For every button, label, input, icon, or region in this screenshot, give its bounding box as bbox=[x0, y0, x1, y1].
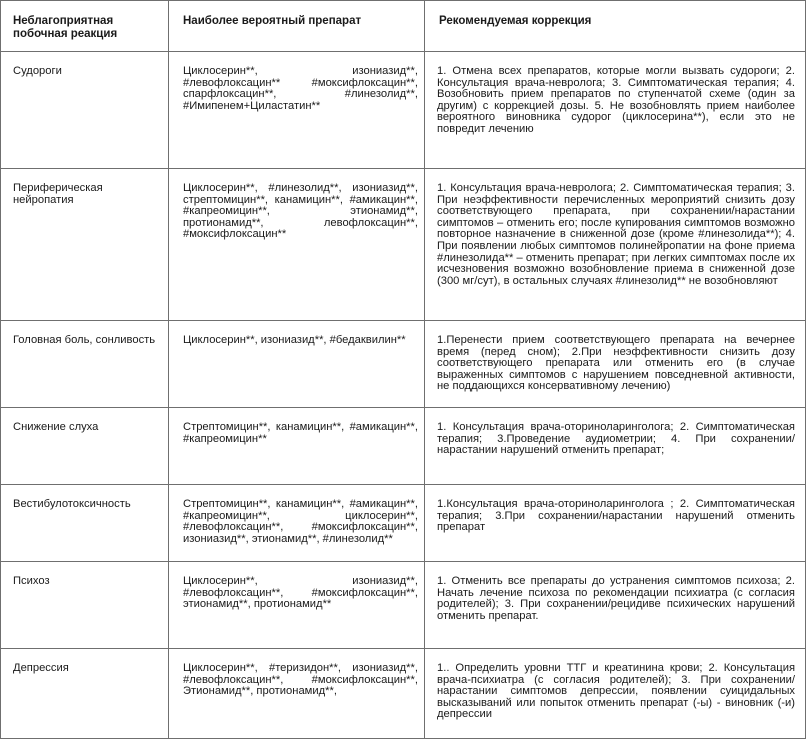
table-row bbox=[1, 562, 806, 649]
correction-cell: 1.Перенести прием соответствующего препарата на вечернее время (перед сном); 2.При неэффективности снизить дозу соответствующего препарата или отменить его (в случае выраженных симптомов с нарушением повседневной активности, не поддающихся консервативному лечению) bbox=[425, 321, 806, 408]
header-drug: Наиболее вероятный препарат bbox=[169, 1, 425, 52]
table-row bbox=[1, 485, 806, 562]
table-row bbox=[1, 408, 806, 485]
header-correction: Рекомендуемая коррекция bbox=[425, 1, 806, 52]
reaction-cell: Депрессия bbox=[1, 649, 169, 739]
table-header-row bbox=[1, 1, 806, 52]
reaction-cell: Снижение слуха bbox=[1, 408, 169, 485]
drug-cell: Стрептомицин**, канамицин**, #амикацин**, #капреомицин**, циклосерин**, #левофлоксацин**, #моксифлоксацин**, изониазид**, этионамид**, #линезолид** bbox=[169, 485, 425, 562]
correction-cell: 1. Отмена всех препаратов, которые могли вызвать судороги; 2. Консультация врача-невролога; 3. Симптоматическая терапия; 4. Возобновить прием препаратов по ступенчатой схеме (один за другим) с коррекцией дозы. 5. Не возобновлять прием наиболее вероятного виновника судорог (циклосерина**), если это не повредит лечению bbox=[425, 52, 806, 169]
drug-cell: Циклосерин**, изониазид**, #левофлоксацин**, #моксифлоксацин**, этионамид**, протионамид** bbox=[169, 562, 425, 649]
table-row bbox=[1, 169, 806, 321]
table-row bbox=[1, 649, 806, 739]
correction-cell: 1. Консультация врача-оториноларинголога; 2. Симптоматическая терапия; 3.Проведение аудиометрии; 4. При сохранении/нарастании нарушений отменить препарат; bbox=[425, 408, 806, 485]
reaction-cell: Головная боль, сонливость bbox=[1, 321, 169, 408]
correction-cell: 1. Отменить все препараты до устранения симптомов психоза; 2. Начать лечение психоза по рекомендации психиатра (с согласия родителей); 3. При сохранении/рецидиве психических нарушений отменить препарат. bbox=[425, 562, 806, 649]
drug-cell: Циклосерин**, изониазид**, #левофлоксацин** #моксифлоксацин**, спарфлоксацин**, #линезолид**, #Имипенем+Циластатин** bbox=[169, 52, 425, 169]
reaction-cell: Судороги bbox=[1, 52, 169, 169]
correction-cell: 1.Консультация врача-оториноларинголога ; 2. Симптоматическая терапия; 3.При сохранении/нарастании нарушений отменить препарат bbox=[425, 485, 806, 562]
reaction-cell: Вестибулотоксичность bbox=[1, 485, 169, 562]
header-reaction: Неблагоприятная побочная реакция bbox=[1, 1, 169, 52]
drug-cell: Стрептомицин**, канамицин**, #амикацин**, #капреомицин** bbox=[169, 408, 425, 485]
drug-cell: Циклосерин**, #линезолид**, изониазид**, стрептомицин**, канамицин**, #амикацин**, #капреомицин**, этионамид**, протионамид**, левофлоксацин**, #моксифлоксацин** bbox=[169, 169, 425, 321]
drug-cell: Циклосерин**, изониазид**, #бедаквилин** bbox=[169, 321, 425, 408]
table-row bbox=[1, 321, 806, 408]
correction-cell: 1. Консультация врача-невролога; 2. Симптоматическая терапия; 3. При неэффективности перечисленных мероприятий снизить дозу соответствующего препарата, при сохранении/нарастании симптомов – отменить его; после купирования симптомов возможно повторное назначение в сниженной дозе (кроме #линезолида**); 4. При появлении любых симптомов полинейропатии на фоне приема #линезолида** – отменить препарат; при легких симптомах после их исчезновения возможно возобновление приема в сниженной дозе (300 мг/сут), в остальных случаях #линезолид** не возобновляют bbox=[425, 169, 806, 321]
reaction-cell: Периферическая нейропатия bbox=[1, 169, 169, 321]
drug-cell: Циклосерин**, #теризидон**, изониазид**, #левофлоксацин**, #моксифлоксацин**, Этионамид**, протионамид**, bbox=[169, 649, 425, 739]
reaction-cell: Психоз bbox=[1, 562, 169, 649]
correction-cell: 1.. Определить уровни ТТГ и креатинина крови; 2. Консультация врача-психиатра (с согласия родителей); 3. При сохранении/нарастании симптомов депрессии, появлении суицидальных высказываний или попыток отменить препарат (-ы) - виновник (-и) депрессии bbox=[425, 649, 806, 739]
table-row bbox=[1, 52, 806, 169]
